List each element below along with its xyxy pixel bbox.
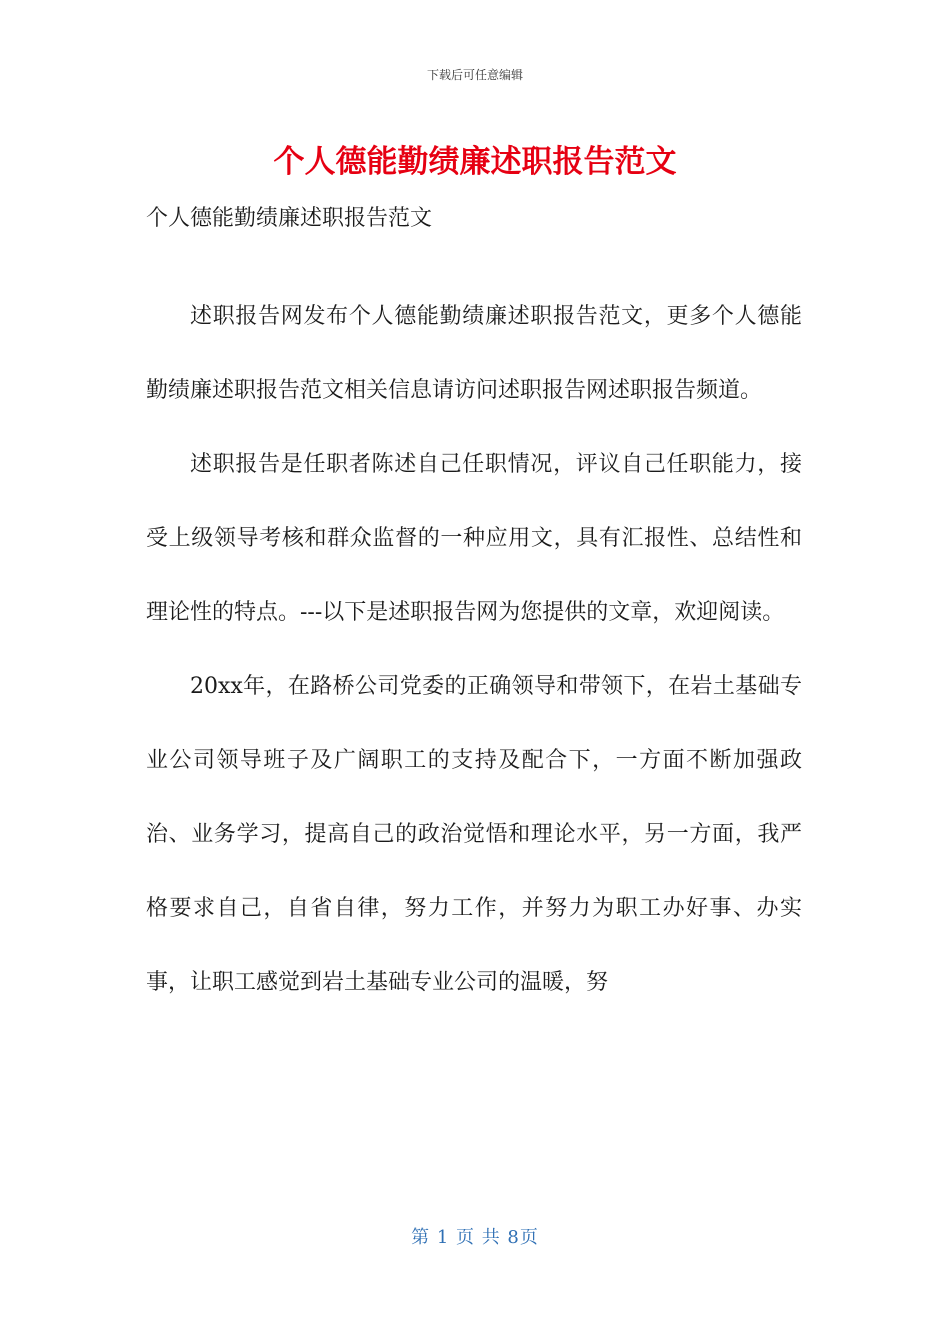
paragraph-report-start: 20xx年，在路桥公司党委的正确领导和带领下，在岩土基础专业公司领导班子及广阔职工的支持及配合下，一方面不断加强政治、业务学习，提高自己的政治觉悟和理论水平，另一方面，我严格要求自己，自省自律，努力工作，并努力为职工办好事、办实事，让职工感觉到岩土基础专业公司的温暖，努 bbox=[146, 674, 802, 995]
document-subtitle: 个人德能勤绩廉述职报告范文 bbox=[146, 206, 433, 231]
document-body bbox=[146, 280, 802, 1020]
page-number: 第 1 页 共 8页 bbox=[411, 1227, 539, 1248]
header-note: 下载后可任意编辑 bbox=[426, 68, 523, 82]
document-title: 个人德能勤绩廉述职报告范文 bbox=[273, 144, 677, 180]
paragraph-definition: 述职报告是任职者陈述自己任职情况，评议自己任职能力，接受上级领导考核和群众监督的一种应用文，具有汇报性、总结性和理论性的特点。---以下是述职报告网为您提供的文章，欢迎阅读。 bbox=[146, 452, 802, 625]
paragraph-intro: 述职报告网发布个人德能勤绩廉述职报告范文，更多个人德能勤绩廉述职报告范文相关信息请访问述职报告网述职报告频道。 bbox=[146, 304, 802, 403]
